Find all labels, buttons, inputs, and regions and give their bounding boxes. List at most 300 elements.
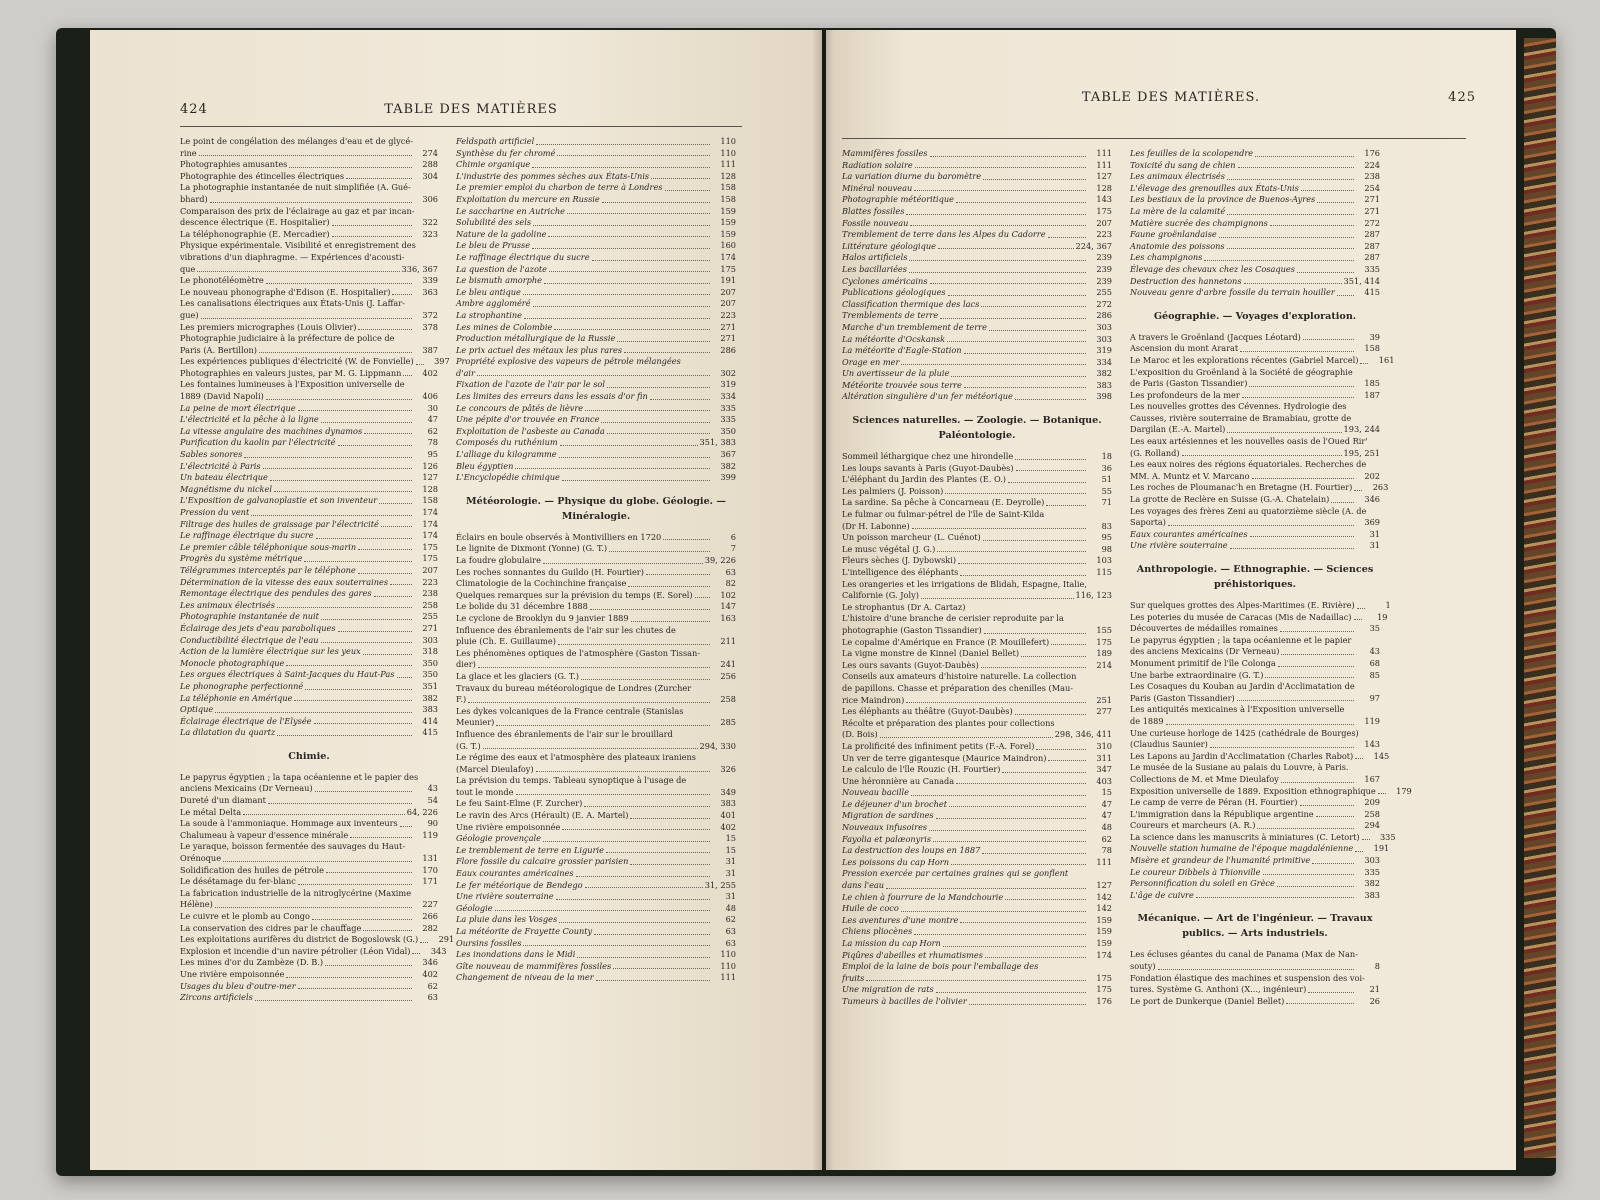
toc-entry	[180, 264, 438, 276]
toc-entry-title: Les Lapons au Jardin d'Acclimatation (Charles Rabot)	[1130, 750, 1354, 761]
toc-page-number: 175	[422, 553, 438, 564]
toc-page-number: 347	[1096, 764, 1112, 775]
toc-page-number: 8	[1374, 961, 1380, 972]
dot-leader	[201, 318, 412, 319]
dot-leader	[326, 872, 412, 873]
toc-entry-title: Eaux courantes américaines	[1130, 528, 1248, 539]
toc-entry-title: Une curieuse horloge de 1425 (cathédrale de Bourges)	[1130, 727, 1359, 738]
toc-entry	[180, 783, 438, 795]
toc-entry-title: La question de l'azote	[456, 263, 548, 274]
dot-leader	[268, 803, 412, 804]
toc-page-number: 339	[422, 275, 438, 286]
toc-entry-title: La fabrication industrielle de la nitroglycérine (Maxime	[180, 887, 412, 898]
toc-page-number: 414	[422, 715, 438, 726]
dot-leader	[969, 1004, 1086, 1005]
dot-leader	[958, 563, 1086, 564]
toc-entry-title: Nature de la gadoline	[456, 228, 547, 239]
section-heading: Géographie. — Voyages d'exploration.	[1153, 310, 1357, 322]
toc-entry-title: Le bismuth amorphe	[456, 275, 542, 286]
dot-leader	[630, 864, 710, 865]
toc-page-number: 335	[1379, 831, 1396, 842]
toc-entry-title: Les nouvelles grottes des Cévennes. Hydrologie des	[1130, 401, 1347, 412]
toc-page-number: 47	[1101, 810, 1112, 821]
toc-entry	[842, 857, 1112, 869]
dot-leader	[274, 491, 412, 492]
toc-entry	[180, 310, 438, 322]
toc-entry	[180, 495, 438, 507]
toc-page-number: 304	[422, 170, 438, 181]
toc-entry	[842, 368, 1112, 380]
dot-leader	[964, 353, 1086, 354]
toc-page-number: 18	[1101, 451, 1112, 462]
toc-entry	[180, 830, 438, 842]
toc-page-number: 227	[422, 899, 438, 910]
dot-leader	[981, 306, 1086, 307]
toc-entry	[456, 368, 736, 380]
toc-entry	[1130, 506, 1380, 518]
dot-leader	[866, 980, 1086, 981]
dot-leader	[403, 375, 412, 376]
dot-leader	[945, 493, 1086, 494]
toc-entry-title: La grotte de Reclère en Suisse (G.-A. Chatelain)	[1130, 494, 1330, 505]
toc-entry	[1130, 471, 1380, 483]
toc-entry	[180, 853, 438, 865]
toc-entry	[1130, 831, 1396, 844]
toc-entry-title: Le yaraque, boisson fermentée des sauvages du Haut-	[180, 841, 406, 852]
dot-leader	[906, 214, 1086, 215]
dot-leader	[1210, 747, 1354, 748]
toc-entry-title: Le cyclone de Brooklyn du 9 janvier 1889	[456, 612, 629, 623]
toc-page-number: 176	[1364, 148, 1380, 158]
dot-leader	[560, 445, 698, 446]
toc-entry-title: Influence des ébranlements de l'air sur le brouillard	[456, 728, 673, 739]
dot-leader	[630, 818, 710, 819]
toc-entry-title: La mission du cap Horn	[842, 938, 941, 948]
dot-leader	[910, 225, 1086, 226]
toc-entry	[842, 822, 1112, 834]
toc-page-number: 403	[1096, 775, 1112, 786]
toc-entry	[1130, 762, 1380, 774]
toc-entry	[180, 217, 438, 229]
dot-leader	[266, 399, 412, 400]
toc-entry	[1130, 517, 1380, 529]
toc-entry-title: L'intelligence des éléphants	[842, 567, 959, 577]
toc-entry	[180, 345, 438, 357]
toc-page-number: 175	[1096, 636, 1112, 647]
toc-entry	[1130, 529, 1380, 541]
toc-entry	[1130, 378, 1380, 390]
toc-page-number: 271	[1364, 194, 1380, 205]
toc-entry-title: Une barbe extraordinaire (G. T.)	[1130, 669, 1264, 680]
toc-entry-title: Fayolia et palæonyris	[842, 833, 932, 844]
toc-page-number: 287	[1364, 252, 1380, 263]
toc-entry	[842, 486, 1112, 498]
toc-page-number: 63	[725, 937, 736, 948]
toc-page-number: 271	[720, 333, 736, 344]
toc-entry-title: Le phonographe perfectionné	[180, 680, 304, 691]
toc-page-number: 238	[422, 588, 438, 599]
dot-leader	[1242, 397, 1354, 398]
dot-leader	[983, 179, 1086, 180]
toc-page-number: 287	[1364, 240, 1380, 251]
toc-entry	[456, 252, 736, 264]
dot-leader	[607, 387, 710, 388]
toc-page-number: 256	[720, 670, 736, 681]
toc-page-number: 272	[1364, 217, 1380, 228]
toc-entry	[1130, 820, 1380, 832]
toc-entry	[842, 671, 1112, 683]
toc-entry-title: Le Maroc et les explorations récentes (Gabriel Marcel)	[1130, 354, 1359, 365]
toc-page-number: 397	[434, 356, 450, 367]
toc-entry-title: gue)	[180, 309, 199, 320]
toc-entry-title: Les roches de Ploumanac'h en Bretagne (H. Fourtier)	[1130, 482, 1353, 493]
toc-entry-title: Remontage électrique des pendules des gares	[180, 588, 372, 599]
toc-entry-title: Oursins fossiles	[456, 937, 522, 948]
toc-entry-title: Photographie des étincelles électriques	[180, 170, 345, 181]
toc-entry-title: Les éléphants au théâtre (Guyot-Daubès)	[842, 706, 1013, 717]
toc-page-number: 191	[720, 275, 736, 286]
toc-entry	[1130, 367, 1380, 379]
toc-entry-title: Le bolide du 31 décembre 1888	[456, 601, 588, 612]
dot-leader	[1301, 190, 1354, 191]
dot-leader	[350, 837, 412, 838]
toc-entry-title: Pression exercée par certaines graines qui se gonflent	[842, 868, 1069, 879]
dot-leader	[880, 737, 1053, 738]
section-heading: Mécanique. — Art de l'ingénieur. — Travaux publics. — Arts industriels.	[1137, 913, 1373, 940]
toc-entry	[1130, 494, 1380, 506]
dot-leader	[594, 934, 710, 935]
toc-page-number: 343	[430, 945, 447, 956]
toc-entry-title: d'air	[456, 367, 475, 378]
toc-page-number: 110	[720, 949, 736, 960]
toc-entry-title: Le métal Delta	[180, 806, 242, 817]
dot-leader	[1354, 490, 1362, 491]
toc-entry	[842, 148, 1112, 160]
toc-page-number: 159	[1096, 926, 1112, 937]
toc-entry	[180, 888, 438, 900]
toc-page-number: 31, 255	[704, 879, 736, 890]
toc-entry	[1130, 797, 1380, 809]
toc-entry	[456, 194, 736, 206]
toc-entry-title: Explosion et incendie d'un navire pétrolier (Léon Vidal)	[180, 945, 411, 956]
toc-page-number: 382	[720, 460, 736, 471]
toc-entry	[456, 636, 736, 648]
dot-leader	[1158, 969, 1354, 970]
toc-entry-title: Paris (Gaston Tissandier)	[1130, 692, 1235, 703]
toc-entry	[842, 903, 1112, 915]
toc-entry	[180, 646, 438, 658]
toc-page-number: 241	[720, 659, 736, 670]
toc-entry	[180, 588, 438, 600]
toc-entry	[456, 414, 736, 426]
toc-entry-title: Paris (A. Bertillon)	[180, 344, 257, 355]
dot-leader	[1286, 1003, 1354, 1004]
dot-leader	[338, 445, 412, 446]
dot-leader	[1230, 548, 1354, 549]
toc-page-number: 189	[1096, 648, 1112, 659]
dot-leader	[379, 503, 412, 504]
toc-entry	[842, 183, 1112, 195]
dot-leader	[338, 631, 412, 632]
toc-entry	[456, 148, 736, 160]
dot-leader	[304, 561, 412, 562]
toc-page-number: 119	[1364, 715, 1380, 726]
toc-entry	[842, 961, 1112, 973]
toc-entry-title: Les champignons	[1130, 252, 1203, 263]
toc-page-number: 48	[725, 902, 736, 913]
toc-page-number: 239	[1096, 275, 1112, 286]
toc-entry-title: Purification du kaolin par l'électricité	[180, 437, 336, 448]
toc-page-number: 97	[1369, 692, 1380, 703]
toc-entry	[456, 287, 736, 299]
toc-entry	[180, 391, 438, 403]
toc-entry-title: Fixation de l'azote de l'air par le sol	[456, 379, 605, 390]
toc-page-number: 277	[1096, 706, 1112, 717]
dot-leader	[558, 644, 710, 645]
toc-page-number: 147	[720, 601, 736, 612]
toc-page-number: 383	[422, 704, 438, 715]
toc-entry-title: Les écluses géantes du canal de Panama (Max de Nan-	[1130, 949, 1358, 960]
toc-entry-title: MM. A. Muntz et V. Marcano	[1130, 470, 1250, 481]
toc-page-number: 175	[720, 263, 736, 274]
toc-page-number: 143	[1364, 739, 1380, 750]
toc-page-number: 179	[1396, 785, 1412, 796]
dot-leader	[483, 748, 698, 749]
toc-entry-title: Misère et grandeur de l'humanité primitive	[1130, 855, 1311, 866]
toc-entry-title: Orage en mer	[842, 356, 900, 367]
toc-entry-title: dier)	[456, 659, 476, 670]
toc-entry-title: Conseils aux amateurs d'histoire naturelle. La collection	[842, 671, 1077, 682]
toc-page-number: 415	[1364, 287, 1380, 298]
dot-leader	[416, 364, 424, 365]
toc-entry	[180, 414, 438, 426]
dot-leader	[584, 806, 710, 807]
dot-leader	[1016, 470, 1086, 471]
dot-leader	[886, 888, 1086, 889]
dot-leader	[358, 329, 412, 330]
dot-leader	[321, 422, 412, 423]
toc-page-number: 351	[422, 680, 438, 691]
toc-entry-title: Le prix actuel des métaux les plus rares	[456, 344, 623, 355]
toc-page-number: 334	[720, 391, 736, 402]
toc-page-number: 326	[720, 763, 736, 774]
toc-entry-title: Un poisson marcheur (L. Cuénot)	[842, 532, 981, 543]
toc-entry-title: La mère de la calamité	[1130, 205, 1226, 216]
toc-entry	[1130, 160, 1380, 172]
toc-page-number: 239	[1096, 252, 1112, 263]
dot-leader	[332, 225, 412, 226]
toc-entry	[456, 683, 736, 695]
toc-entry	[842, 322, 1112, 334]
toc-entry-title: La glace et les glaciers (G. T.)	[456, 670, 579, 681]
toc-entry	[456, 914, 736, 926]
toc-page-number: 207	[720, 286, 736, 297]
toc-entry	[456, 764, 736, 776]
toc-page-number: 383	[720, 798, 736, 809]
toc-entry	[842, 683, 1112, 695]
toc-page-number: 128	[1096, 182, 1112, 193]
toc-entry	[1130, 287, 1380, 299]
toc-entry-title: Détermination de la vitesse des eaux souterraines	[180, 576, 389, 587]
toc-entry-title: L'histoire d'une branche de cerisier reproduite par la	[842, 613, 1064, 624]
toc-entry	[456, 240, 736, 252]
toc-entry-title: (D. Bois)	[842, 729, 878, 740]
toc-entry-title: Publications géologiques	[842, 287, 946, 298]
toc-entry-title: Les feuilles de la scolopendre	[1130, 148, 1254, 158]
dot-leader	[592, 260, 710, 261]
toc-entry-title: Migration de sardines	[842, 810, 934, 821]
toc-entry	[842, 206, 1112, 218]
toc-page-number: 63	[725, 926, 736, 936]
toc-entry	[842, 451, 1112, 463]
toc-page-number: 318	[422, 646, 438, 657]
dot-leader	[956, 202, 1086, 203]
toc-entry-title: Comparaison des prix de l'éclairage au gaz et par incan-	[180, 205, 415, 216]
toc-entry	[1130, 739, 1380, 751]
toc-entry-title: Emploi de la laine de bois pour l'emballage des	[842, 961, 1039, 972]
toc-entry	[456, 275, 736, 287]
toc-entry-title: de papillons. Chasse et préparation des chenilles (Mau-	[842, 682, 1074, 693]
toc-entry-title: que	[180, 263, 196, 274]
toc-entry	[1130, 229, 1380, 241]
toc-entry-title: Le premier emploi du charbon de terre à Londres	[456, 182, 663, 193]
toc-page-number: 211	[720, 636, 736, 647]
toc-entry-title: Quelques remarques sur la prévision du temps (E. Sorel)	[456, 589, 693, 600]
toc-page-number: 294, 330	[699, 740, 736, 751]
toc-entry	[456, 868, 736, 880]
toc-entry	[456, 461, 736, 473]
toc-entry-title: Les Cosaques du Kouban au Jardin d'Acclimatation de	[1130, 681, 1355, 692]
toc-entry-title: Le saccharine en Autriche	[456, 205, 565, 216]
toc-entry	[456, 903, 736, 915]
toc-entry-title: Exploitation de l'asbeste au Canada	[456, 425, 605, 436]
toc-entry-title: Géologie provençale	[456, 833, 541, 844]
toc-entry-title: Nouveau genre d'arbre fossile du terrain houiller	[1130, 287, 1335, 298]
dot-leader	[277, 735, 412, 736]
toc-page-number: 127	[1096, 880, 1112, 891]
toc-entry-title: descence électrique (E. Hospitalier)	[180, 217, 330, 228]
toc-entry-title: Les dykes volcaniques de la France centrale (Stanislas	[456, 705, 684, 716]
marbled-page-edge	[1524, 38, 1556, 1158]
toc-entry	[842, 229, 1112, 241]
toc-entry-title: Tumeurs à bacilles de l'olivier	[842, 995, 967, 1006]
toc-page-number: 83	[1101, 520, 1112, 531]
dot-leader	[1021, 656, 1086, 657]
toc-page-number: 271	[422, 622, 438, 633]
toc-entry-title: Télégrammes interceptés par le téléphone	[180, 564, 356, 575]
toc-page-number: 48	[1101, 822, 1112, 833]
toc-entry	[1130, 183, 1380, 195]
dot-leader	[912, 528, 1086, 529]
toc-entry	[456, 856, 736, 868]
toc-entry	[842, 602, 1112, 614]
dot-leader	[1360, 363, 1368, 364]
toc-page-number: 369	[1364, 517, 1380, 528]
toc-entry	[842, 544, 1112, 556]
toc-entry	[180, 669, 438, 681]
toc-entry	[1130, 809, 1380, 821]
toc-entry	[456, 310, 736, 322]
toc-entry-title: Le musc végétal (J. G.)	[842, 543, 936, 554]
toc-entry-title: souty)	[1130, 961, 1156, 972]
toc-entry	[842, 252, 1112, 264]
toc-page-number: 142	[1096, 891, 1112, 902]
toc-page-number: 223	[1096, 229, 1112, 240]
toc-entry	[180, 461, 438, 473]
toc-entry-title: L'alliage du kilogramme	[456, 449, 557, 460]
toc-page-number: 158	[1364, 343, 1380, 354]
toc-entry-title: Nouvelle station humaine de l'époque magdalénienne	[1130, 843, 1354, 854]
toc-entry	[456, 845, 736, 857]
toc-entry-title: Une rivière empoisonnée	[180, 968, 285, 979]
dot-leader	[1280, 631, 1354, 632]
toc-entry-title: La variation diurne du baromètre	[842, 171, 982, 182]
toc-page-number: 159	[720, 228, 736, 239]
toc-entry	[1130, 728, 1380, 740]
toc-entry-title: Progrès du système métrique	[180, 553, 303, 564]
toc-entry-title: rice Maindron)	[842, 694, 905, 705]
dot-leader	[1244, 283, 1342, 284]
toc-entry	[180, 658, 438, 670]
toc-entry-title: Photographie judiciaire à la préfecture de police de	[180, 333, 395, 344]
toc-entry	[180, 865, 438, 877]
dot-leader	[663, 539, 710, 540]
dot-leader	[1227, 214, 1354, 215]
toc-entry	[456, 437, 736, 449]
toc-entry-title: rine	[180, 147, 197, 158]
dot-leader	[1281, 782, 1354, 783]
toc-entry-title: Ambre aggloméré	[456, 298, 531, 309]
toc-page-number: 224, 367	[1075, 240, 1112, 251]
toc-page-number: 47	[1101, 798, 1112, 809]
dot-leader	[1051, 644, 1086, 645]
toc-entry	[180, 449, 438, 461]
toc-entry	[456, 810, 736, 822]
toc-entry-title: Nouveaux infusoires	[842, 822, 928, 833]
dot-leader	[270, 480, 412, 481]
dot-leader	[601, 422, 710, 423]
book-gutter	[812, 30, 834, 1170]
dot-leader	[943, 946, 1086, 947]
toc-entry	[842, 868, 1112, 880]
dot-leader	[613, 968, 710, 969]
dot-leader	[577, 957, 710, 958]
toc-page-number: 263	[1372, 482, 1389, 493]
dot-leader	[397, 677, 412, 678]
toc-entry	[456, 659, 736, 671]
toc-entry-title: de Paris (Gaston Tissandier)	[1130, 378, 1248, 389]
toc-entry-title: Californie (G. Joly)	[842, 590, 919, 601]
toc-entry	[842, 171, 1112, 183]
toc-entry	[1130, 716, 1380, 728]
toc-page-number: 39	[1369, 331, 1380, 342]
dot-leader	[1331, 502, 1354, 503]
toc-entry	[1130, 264, 1380, 276]
toc-entry-title: fruits	[842, 972, 865, 983]
toc-entry	[1130, 218, 1380, 230]
toc-page-number: 287	[1364, 229, 1380, 240]
toc-entry	[456, 729, 736, 741]
dot-leader	[590, 609, 710, 610]
toc-entry-title: Classification thermique des lacs	[842, 298, 980, 309]
toc-entry-title: Conductibilité électrique de l'eau	[180, 634, 319, 645]
toc-entry-title: Littérature géologique	[842, 240, 936, 251]
dot-leader	[215, 907, 412, 908]
dot-leader	[1048, 237, 1086, 238]
toc-entry-title: Éclairage électrique de l'Elysée	[180, 715, 312, 726]
toc-page-number: 131	[422, 853, 438, 864]
toc-entry	[842, 474, 1112, 486]
